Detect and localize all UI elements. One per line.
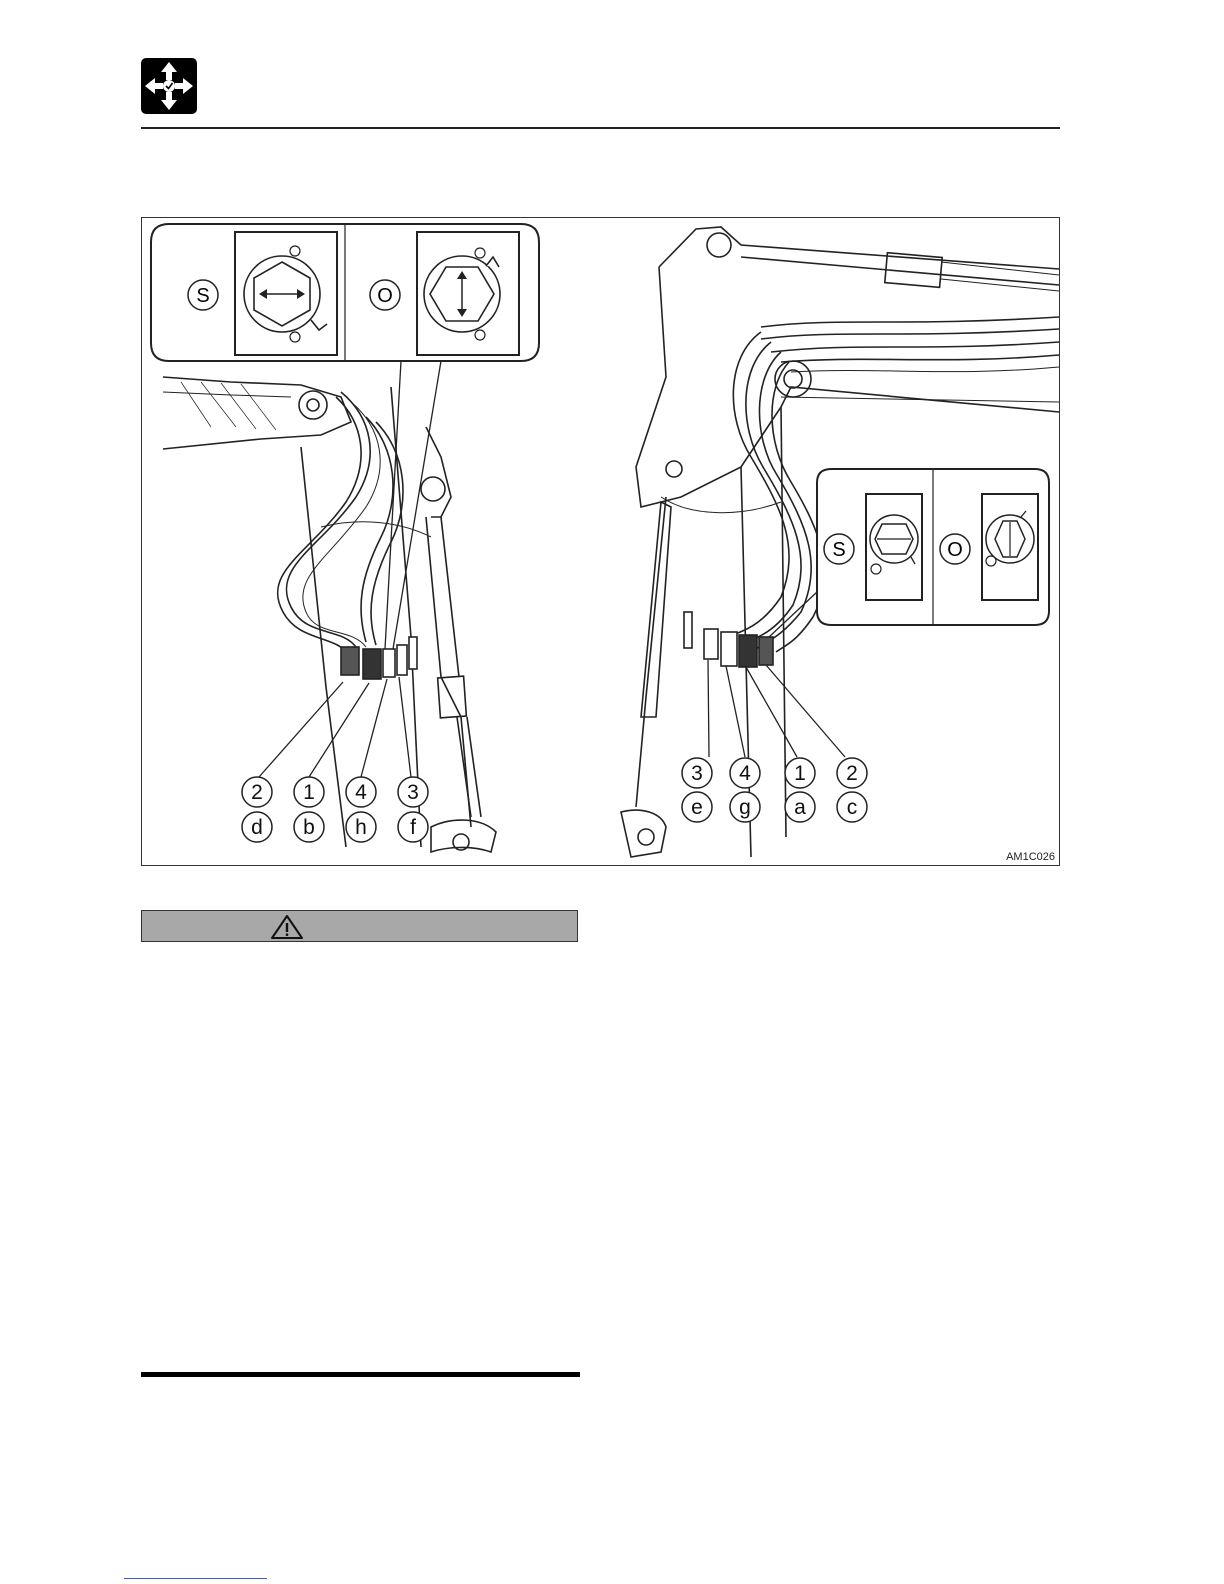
left-inset-open-label: O xyxy=(377,285,393,307)
left-inset-valve-detail xyxy=(151,224,539,361)
right-inset-closed-label: S xyxy=(832,539,846,561)
callout-number: 2 xyxy=(846,762,858,785)
callout-letter: c xyxy=(846,796,858,819)
header-rule xyxy=(141,127,1060,129)
hydraulic-hose-figure xyxy=(141,217,1060,866)
right-inset-valve-detail xyxy=(817,469,1049,625)
callout-number: 2 xyxy=(251,781,263,804)
callout-number: 3 xyxy=(407,781,419,804)
figure-code: AM1C026 xyxy=(1006,851,1055,863)
callout-letter: b xyxy=(303,816,315,839)
callout-letter: h xyxy=(355,816,367,839)
warning-triangle-icon xyxy=(270,914,304,940)
callout-letter: f xyxy=(410,816,416,839)
warning-bar xyxy=(141,910,578,942)
callout-letter: g xyxy=(739,796,751,819)
four-direction-arrows-icon xyxy=(141,58,197,114)
right-inset-open-label: O xyxy=(947,539,963,561)
callout-number: 3 xyxy=(691,762,703,785)
section-end-rule xyxy=(141,1372,580,1377)
callout-number: 4 xyxy=(739,762,751,785)
callout-letter: d xyxy=(251,816,263,839)
left-inset-closed-label: S xyxy=(196,285,210,307)
bottom-link-underline xyxy=(124,1578,267,1579)
callout-letter: a xyxy=(794,796,806,819)
callout-number: 1 xyxy=(303,781,315,804)
callout-number: 1 xyxy=(794,762,806,785)
callout-letter: e xyxy=(691,796,703,819)
callout-number: 4 xyxy=(355,781,367,804)
